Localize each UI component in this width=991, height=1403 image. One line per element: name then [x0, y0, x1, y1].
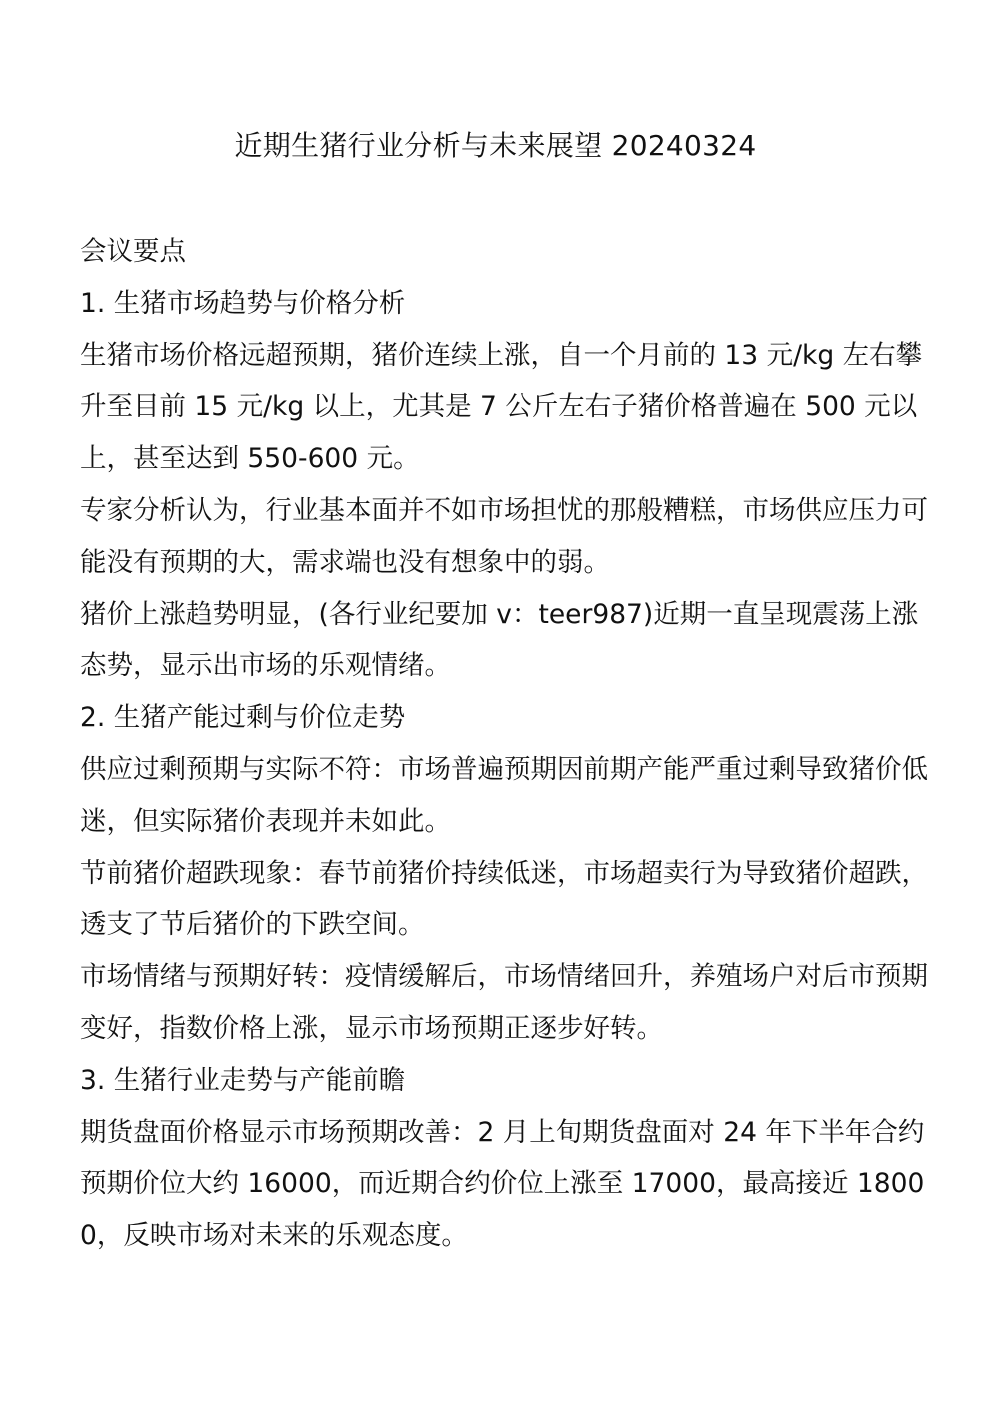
- section-2-paragraph-3: 市场情绪与预期好转：疫情缓解后，市场情绪回升，养殖场户对后市预期变好，指数价格上涨，显示市场预期正逐步好转。: [80, 961, 928, 1044]
- document-body: [80, 226, 930, 1262]
- summary-heading: 会议要点: [80, 236, 186, 267]
- section-1-paragraph-2: 专家分析认为，行业基本面并不如市场担忧的那般糟糕，市场供应压力可能没有预期的大，需求端也没有想象中的弱。: [80, 494, 928, 578]
- section-2-paragraph-2: 节前猪价超跌现象：春节前猪价持续低迷，市场超卖行为导致猪价超跌，透支了节后猪价的下跌空间。: [80, 857, 928, 941]
- section-2-heading: 2. 生猪产能过剩与价位走势: [80, 702, 406, 734]
- section-3-paragraph-1: 期货盘面价格显示市场预期改善：2 月上旬期货盘面对 24 年下半年合约预期价位大约 16000，而近期合约价位上涨至 17000，最高接近 18000，反映市场对未来的乐观态度。: [80, 1116, 925, 1252]
- section-3-heading: 3. 生猪行业走势与产能前瞻: [80, 1064, 406, 1096]
- document-title: 近期生猪行业分析与未来展望 20240324: [234, 129, 757, 162]
- section-1-heading: 1. 生猪市场趋势与价格分析: [80, 287, 406, 319]
- section-2-paragraph-1: 供应过剩预期与实际不符：市场普遍预期因前期产能严重过剩导致猪价低迷，但实际猪价表现并未如此。: [80, 753, 928, 837]
- section-1-paragraph-1: 生猪市场价格远超预期，猪价连续上涨，自一个月前的 13 元/kg 左右攀升至目前 15 元/kg 以上，尤其是 7 公斤左右子猪价格普遍在 500 元以上，甚至达到 550-600 元。: [80, 339, 923, 475]
- section-1-paragraph-3: 猪价上涨趋势明显，(各行业纪要加 v：teer987)近期一直呈现震荡上涨态势，显示出市场的乐观情绪。: [80, 598, 919, 682]
